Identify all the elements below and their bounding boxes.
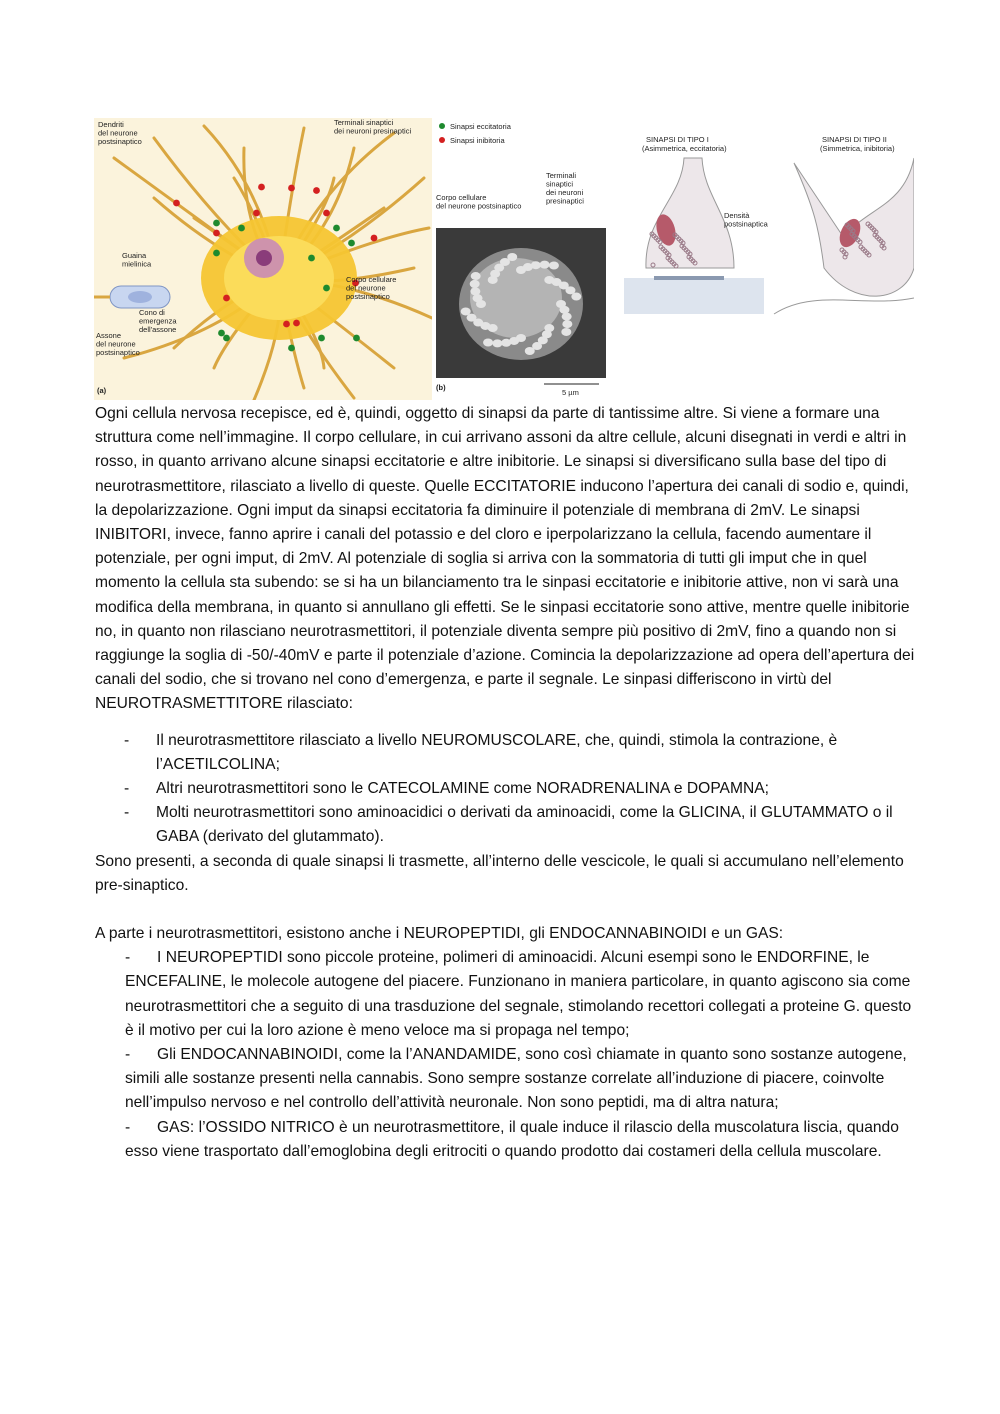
- panel-a-label: (a): [97, 386, 107, 395]
- list-item-lead: GAS:: [157, 1118, 195, 1136]
- type1-subtitle: (Asimmetrica, eccitatoria): [642, 144, 727, 153]
- list-dash: -: [124, 804, 130, 822]
- type1-title: SINAPSI DI TIPO I: [646, 135, 709, 144]
- list-dash: -: [125, 1046, 131, 1064]
- legend-excitatory-dot: [439, 123, 445, 129]
- dendrites-label: Dendriti del neurone postsinaptico: [98, 120, 142, 146]
- list-item-text: Molti neurotrasmettitori sono aminoacidici o derivati da aminoacidi, come la GLICINA, il GLUTAMMATO o il GABA (derivato del glutammato).: [156, 804, 893, 846]
- list-item-text: Altri neurotrasmettitori sono le CATECOLAMINE come NORADRENALINA e DOPAMNA;: [156, 780, 769, 798]
- synapse-figure: [94, 118, 914, 400]
- paragraph-other-transmitters: A parte i neurotrasmettitori, esistono anche i NEUROPEPTIDI, gli ENDOCANNABINOIDI e un GAS:: [95, 925, 784, 943]
- list-dash: -: [125, 949, 131, 967]
- other-transmitters-list: [95, 946, 915, 1164]
- body-text: [95, 402, 915, 1164]
- synapse-types-drawing: [624, 118, 914, 318]
- cell-body-label: Corpo cellulare del neurone postsinaptico: [346, 275, 397, 301]
- list-item-lead: Gli: [157, 1046, 177, 1064]
- scale-bar-label: 5 µm: [562, 388, 579, 397]
- neuron-illustration: [94, 118, 432, 400]
- list-dash: -: [125, 1118, 131, 1136]
- list-item: [95, 946, 915, 1043]
- list-item-text: Il neurotrasmettitore rilasciato a livello NEUROMUSCOLARE, che, quindi, stimola la contrazione, è l’ACETILCOLINA;: [156, 731, 838, 773]
- list-item: [95, 729, 915, 777]
- neuron-drawing: [94, 118, 432, 400]
- list-item: [95, 801, 915, 849]
- list-dash: -: [124, 780, 130, 798]
- list-item-lead: I: [157, 949, 162, 967]
- blank-line: [95, 898, 915, 922]
- axon-hillock-label: Cono di emergenza dell'assone: [139, 308, 177, 334]
- myelin-sheath-label: Guaina mielinica: [122, 251, 152, 269]
- paragraph-vesicles: Sono presenti, a seconda di quale sinapsi li trasmette, all’interno delle vescicole, le quali si accumulano nell’elemento pre-sinaptico.: [95, 852, 904, 894]
- postsynaptic-density-label: Densità postsinaptica: [724, 211, 768, 229]
- list-item-text: NEUROPEPTIDI sono piccole proteine, polimeri di aminoacidi. Alcuni esempi sono le ENDORFINE, le ENCEFALINE, le molecole autogene del piacere. Funzionano in maniera particolare, in quanto agiscono sia come neurotrasmettitori che a seguito di una trasduzione del segnale, stimolando recettori collegati a proteine G. questo è il motivo per cui la loro azione è meno veloce ma si propaga nel tempo;: [125, 949, 912, 1039]
- legend-inhibitory: Sinapsi inibitoria: [450, 136, 505, 145]
- type2-subtitle: (Simmetrica, inibitoria): [820, 144, 895, 153]
- list-item: [95, 1043, 915, 1116]
- neurotransmitter-list: [95, 729, 915, 850]
- legend-excitatory: Sinapsi eccitatoria: [450, 122, 511, 131]
- list-item-text: l’OSSIDO NITRICO è un neurotrasmettitore, il quale induce il rilascio della muscolatura liscia, quando esso viene trasportato dall’emoglobina degli eritrociti o quando prodotto dai costameri della cellula muscolare.: [125, 1118, 899, 1160]
- micrograph-drawing: [434, 118, 608, 400]
- panel-b-label: (b): [436, 383, 446, 392]
- presynaptic-terminals-label: Terminali sinaptici dei neuroni presinaptici: [334, 118, 412, 136]
- list-dash: -: [124, 731, 130, 749]
- micrograph: [434, 118, 608, 400]
- axon-label: Assone del neurone postsinaptico: [96, 331, 140, 357]
- type2-title: SINAPSI DI TIPO II: [822, 135, 887, 144]
- paragraph-synapse-intro: Ogni cellula nervosa recepisce, ed è, quindi, oggetto di sinapsi da parte di tantissime altre. Si viene a formare una struttura come nell’immagine. Il corpo cellulare, in cui arrivano assoni da altre cellule, alcuni disegnati in verdi e altri in rosso, in quanto arrivano alcune sinapsi eccitatorie e altre inibitorie. Le sinapsi si diversificano sulla base del tipo di neurotrasmettitore, rilasciato a livello di queste. Quelle ECCITATORIE inducono l’apertura dei canali di sodio e, quindi, la depolarizzazione. Ogni imput da sinapsi eccitatoria fa diminuire il potenziale di membrana di 2mV. Le sinapsi INIBITORI, invece, fanno aprire i canali del potassio e del cloro e iperpolarizzano la cellula, facendo aumentare il potenziale, per ogni imput, di 2mV. Al potenziale di soglia si arriva con la sommatoria di tutti gli imput che in quel momento la cellula sta subendo: se si ha un bilanciamento tra le sinpasi eccitatorie e inibitorie attive, non vi sarà una modifica della membrana, in quanto si annullano gli effetti. Se le sinpasi eccitatorie sono attive, mentre quelle inibitorie no, in quanto non rilasciano neurotrasmettitori, il potenziale diventa sempre più positivo di 2mV, fino a quando non si raggiunge la soglia di -50/-40mV e parte il potenziale d’azione. Comincia la depolarizzazione ad opera dell’apertura dei canali del sodio, che si trovano nel cono d’emergenza, e parte il segnale. Le sinpasi differiscono in virtù del NEUROTRASMETTITORE rilasciato:: [95, 405, 915, 713]
- synapse-types-diagram: [624, 118, 914, 318]
- micrograph-cell-body-label: Corpo cellulare del neurone postsinaptico: [436, 193, 522, 211]
- legend-inhibitory-dot: [439, 137, 445, 143]
- micrograph-terminals-label: Terminali sinaptici dei neuroni presinaptici: [546, 171, 584, 206]
- list-item: [95, 777, 915, 801]
- list-item-text: ENDOCANNABINOIDI, come la l’ANANDAMIDE, sono così chiamate in quanto sono sostanze autogene, simili alle sostanze presenti nella cannabis. Sono sempre sostanze correlate all’induzione di piacere, coinvolte nell’impulso nervoso e nel controllo dell’attività neuronale. Non sono peptidi, ma di altra natura;: [125, 1046, 907, 1112]
- list-item: [95, 1116, 915, 1164]
